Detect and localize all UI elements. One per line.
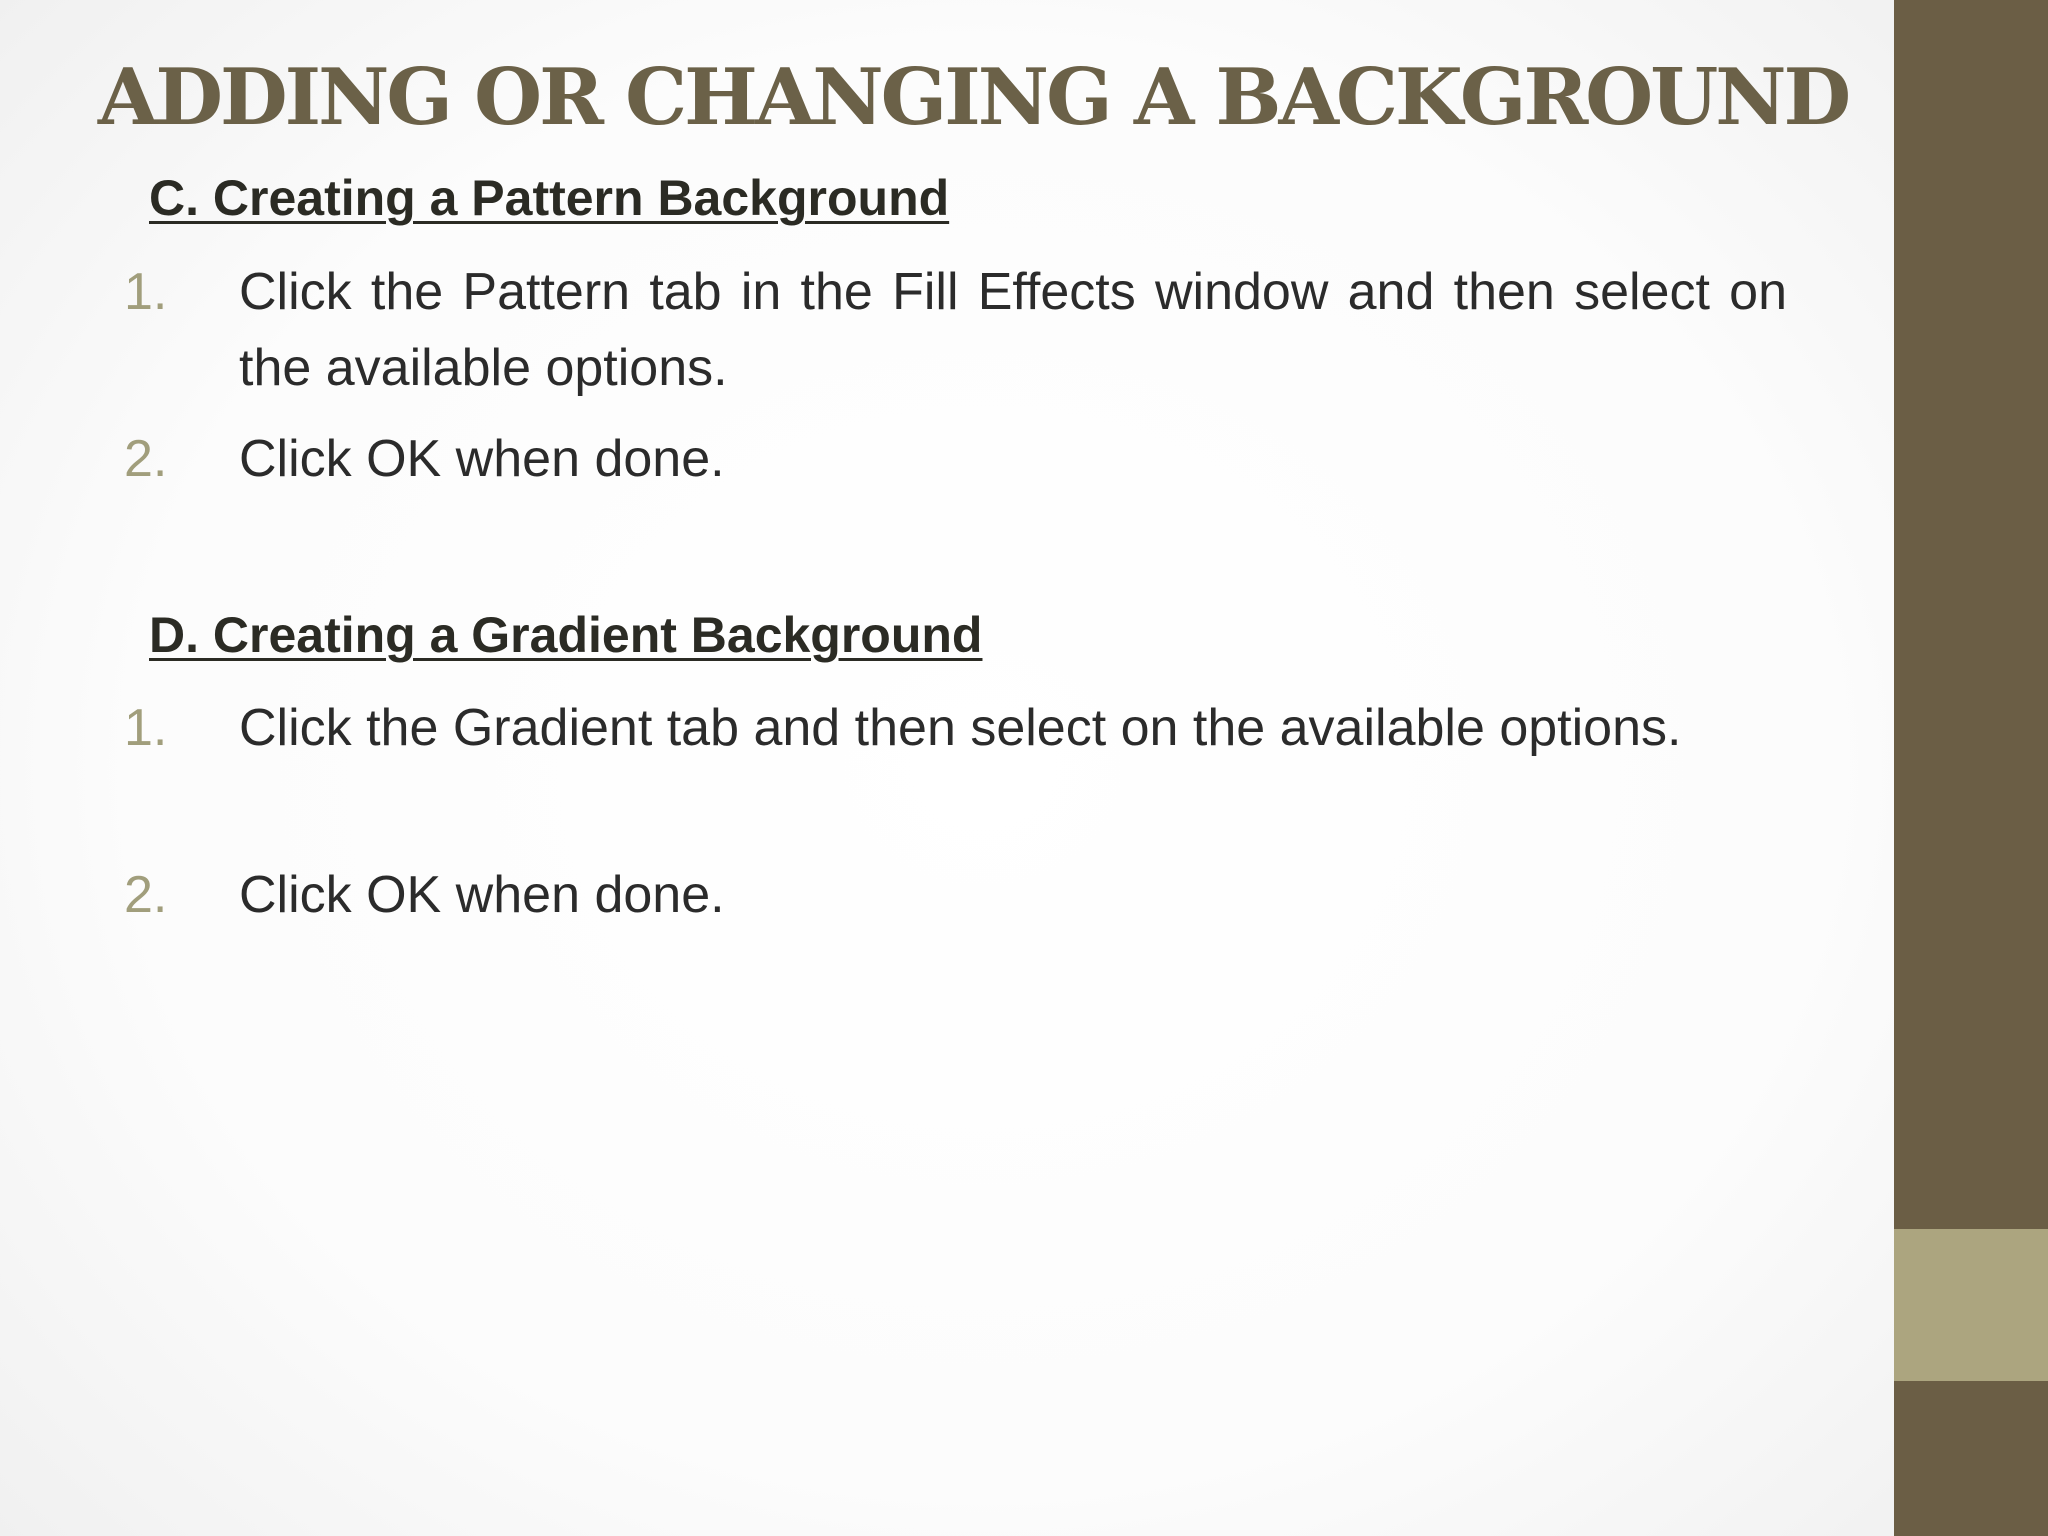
sidebar-dark-top-block bbox=[1894, 0, 2048, 1229]
section-heading-gradient: D. Creating a Gradient Background bbox=[149, 607, 983, 663]
sidebar-light-block bbox=[1894, 1229, 2048, 1381]
slide-title: ADDING OR CHANGING A BACKGROUND bbox=[97, 52, 1849, 143]
sidebar-dark-bottom-block bbox=[1894, 1381, 2048, 1536]
list-text: Click OK when done. bbox=[239, 430, 725, 488]
list-number: 1. bbox=[124, 263, 168, 321]
list-number: 2. bbox=[124, 866, 168, 924]
section-heading-pattern: C. Creating a Pattern Background bbox=[149, 170, 950, 226]
list-text: Click the Pattern tab in the Fill Effects window and then select on the available options. bbox=[239, 263, 1787, 397]
list-text: Click the Gradient tab and then select on the available options. bbox=[239, 699, 1682, 757]
decorative-sidebar bbox=[1894, 0, 2048, 1536]
list-number: 2. bbox=[124, 430, 168, 488]
list-number: 1. bbox=[124, 699, 168, 757]
list-text: Click OK when done. bbox=[239, 866, 725, 924]
